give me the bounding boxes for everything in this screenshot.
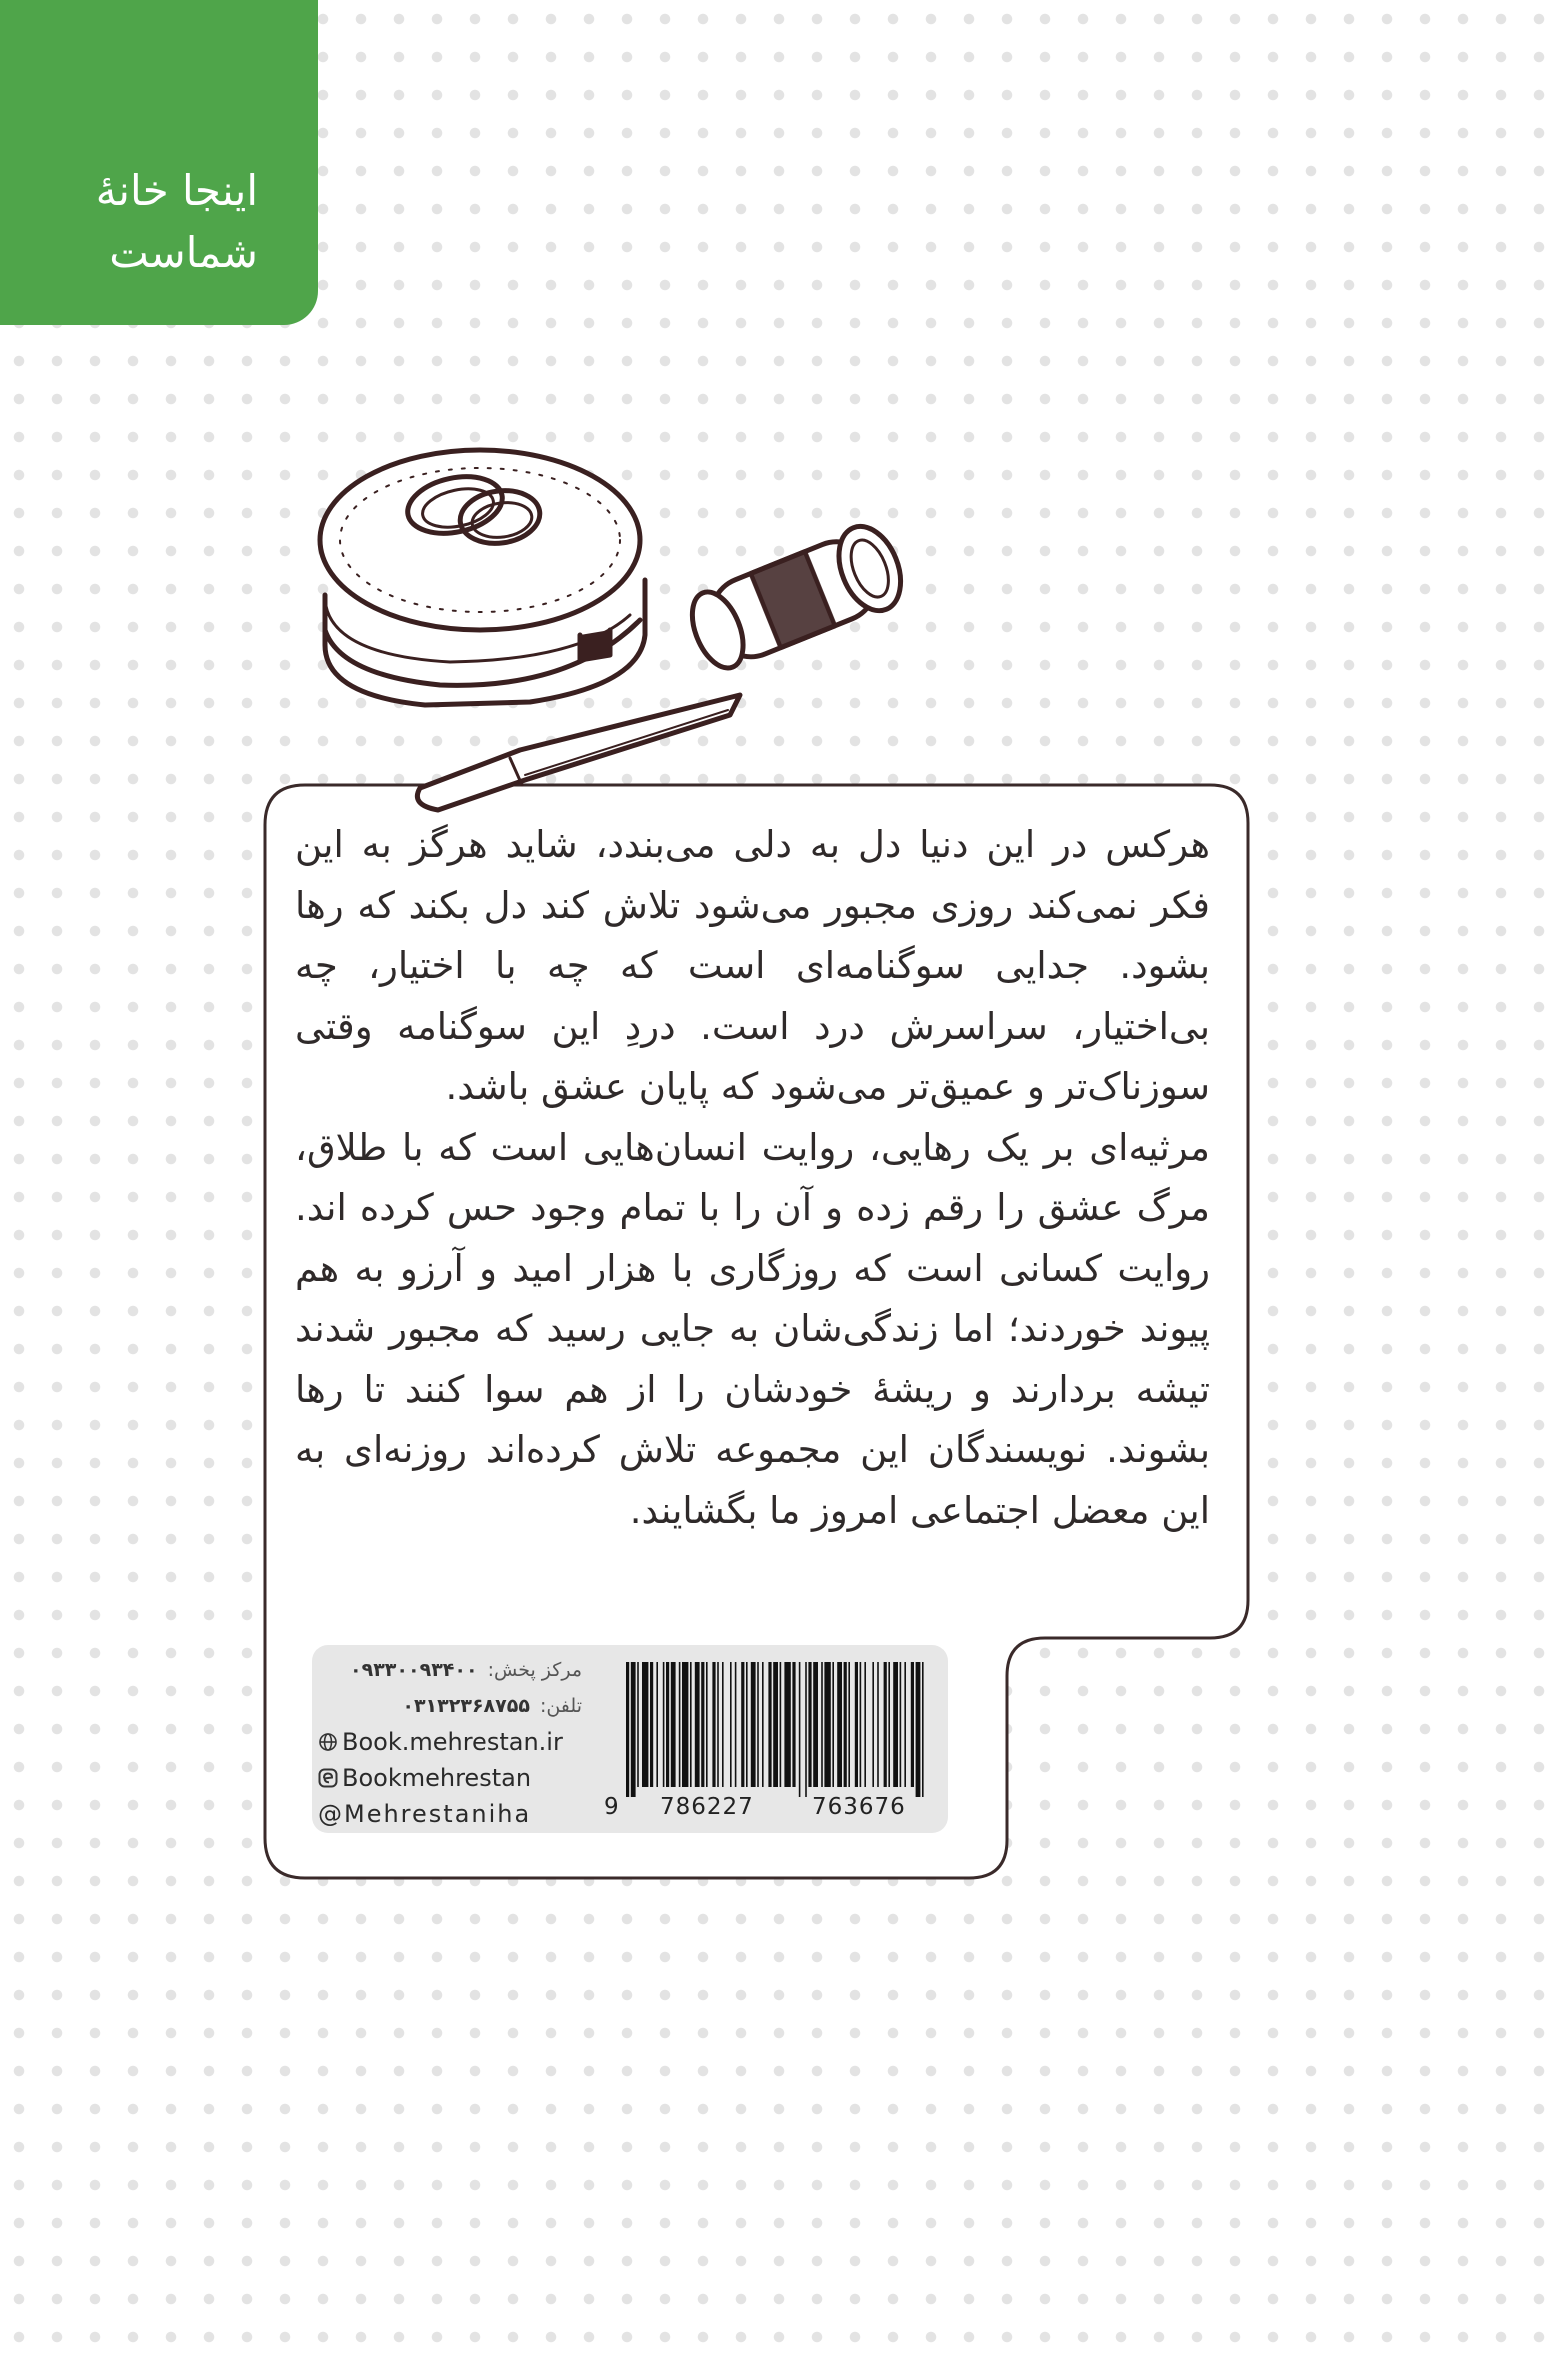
phone-label: تلفن: — [539, 1695, 582, 1717]
distribution-label: مرکز پخش: — [487, 1659, 582, 1681]
eitaa-row[interactable] — [318, 1760, 582, 1796]
barcode-bar — [780, 1662, 782, 1787]
distribution-row — [318, 1652, 582, 1688]
barcode-bar — [904, 1662, 906, 1787]
barcode-bar — [751, 1662, 756, 1787]
barcode-bar — [848, 1662, 850, 1787]
isbn-barcode — [604, 1662, 944, 1827]
barcode-digit-group2: 763676 — [812, 1794, 906, 1820]
barcode-bar — [900, 1662, 902, 1787]
description-paragraph-2: مرثیه‌ای بر یک رهایی، روایت انسان‌هایی است که با طلاق، مرگ عشق را رقم زده و آن را با تمام وجود حس کرده اند. روایت کسانی است که روزگاری با هزار امید و آرزو به هم پیوند خوردند؛ اما زندگی‌شان به جایی رسید که مجبور شدند تیشه بردارند و ریشهٔ خودشان را از هم سوا کنند تا رها بشوند. نویسندگان این مجموعه تلاش کرده‌اند روزنه‌ای به این معضل اجتماعی امروز ما بگشایند. — [295, 1125, 1210, 1532]
description-text — [295, 815, 1210, 1541]
barcode-bar — [746, 1662, 748, 1787]
barcode-bar — [888, 1662, 890, 1787]
barcode-bar — [877, 1662, 879, 1787]
barcode-bar — [855, 1662, 858, 1787]
barcode-bar — [922, 1662, 924, 1797]
globe-icon — [318, 1732, 338, 1752]
barcode-bar — [784, 1662, 790, 1787]
barcode-bar — [690, 1662, 692, 1787]
barcode-bar — [735, 1662, 737, 1787]
barcode-bar — [650, 1662, 653, 1787]
barcode-bar — [837, 1662, 842, 1787]
eitaa-handle[interactable]: Bookmehrestan — [342, 1764, 532, 1792]
phone-number: ۰۳۱۳۲۳۶۸۷۵۵ — [402, 1695, 530, 1717]
barcode-bar — [741, 1662, 744, 1787]
barcode-bar — [679, 1662, 681, 1787]
barcode-bar — [701, 1662, 704, 1787]
barcode-bar — [860, 1662, 862, 1787]
barcode-bar — [792, 1662, 795, 1787]
website-link[interactable]: Book.mehrestan.ir — [342, 1728, 563, 1756]
barcode-bar — [637, 1662, 639, 1787]
barcode-bar — [773, 1662, 778, 1787]
barcode-bar — [832, 1662, 834, 1787]
series-tag-line1: اینجا خانهٔ — [95, 166, 258, 215]
barcode-bar — [631, 1662, 636, 1797]
description-paragraph-1: هرکس در این دنیا دل به دلی می‌بندد، شاید هرگز به این فکر نمی‌کند روزی مجبور می‌شود تلاش کند دل بکند که رها بشود. جدایی سوگنامه‌ای است که چه با اختیار، چه بی‌اختیار، سراسرش درد است. دردِ این سوگنامه وقتی سوزناک‌تر و عمیق‌تر می‌شود که پایان عشق باشد. — [295, 823, 1210, 1108]
barcode-bar — [706, 1662, 708, 1787]
barcode-bar — [757, 1662, 759, 1787]
barcode-bar — [695, 1662, 700, 1787]
barcode-bar — [821, 1662, 823, 1787]
instagram-handle[interactable]: @Mehrestaniha — [318, 1800, 532, 1828]
eitaa-icon — [318, 1768, 338, 1788]
barcode-bars — [604, 1662, 944, 1797]
gavel-and-wedding-rings-icon — [310, 440, 910, 820]
barcode-bar — [717, 1662, 719, 1787]
series-tag-line2: شماست — [109, 228, 258, 277]
barcode-bar — [844, 1662, 847, 1787]
barcode-bar — [911, 1662, 914, 1787]
barcode-digit-group1: 786227 — [660, 1794, 754, 1820]
barcode-bar — [671, 1662, 676, 1787]
barcode-digits — [604, 1794, 944, 1822]
barcode-bar — [626, 1662, 629, 1797]
barcode-bar — [768, 1662, 771, 1787]
barcode-bar — [730, 1662, 732, 1787]
barcode-bar — [762, 1662, 764, 1787]
barcode-bar — [712, 1662, 715, 1787]
barcode-bar — [656, 1662, 658, 1787]
barcode-bar — [808, 1662, 811, 1787]
barcode-bar — [884, 1662, 887, 1787]
barcode-bar — [666, 1662, 669, 1787]
distribution-number: ۰۹۳۳۰۰۹۳۴۰۰ — [350, 1659, 478, 1681]
barcode-bar — [893, 1662, 898, 1787]
phone-row — [318, 1688, 582, 1724]
barcode-bar — [813, 1662, 818, 1787]
barcode-bar — [642, 1662, 648, 1787]
instagram-row[interactable] — [318, 1796, 582, 1832]
barcode-bar — [864, 1662, 866, 1787]
barcode-bar — [916, 1662, 921, 1797]
barcode-bar — [805, 1662, 807, 1797]
barcode-bar — [872, 1662, 874, 1787]
barcode-bar — [682, 1662, 688, 1787]
website-row[interactable] — [318, 1724, 582, 1760]
publisher-contacts — [318, 1652, 582, 1832]
barcode-digit-first: 9 — [604, 1794, 619, 1820]
barcode-bar — [663, 1662, 665, 1787]
barcode-bar — [722, 1662, 724, 1787]
barcode-bar — [799, 1662, 801, 1797]
barcode-bar — [824, 1662, 830, 1787]
